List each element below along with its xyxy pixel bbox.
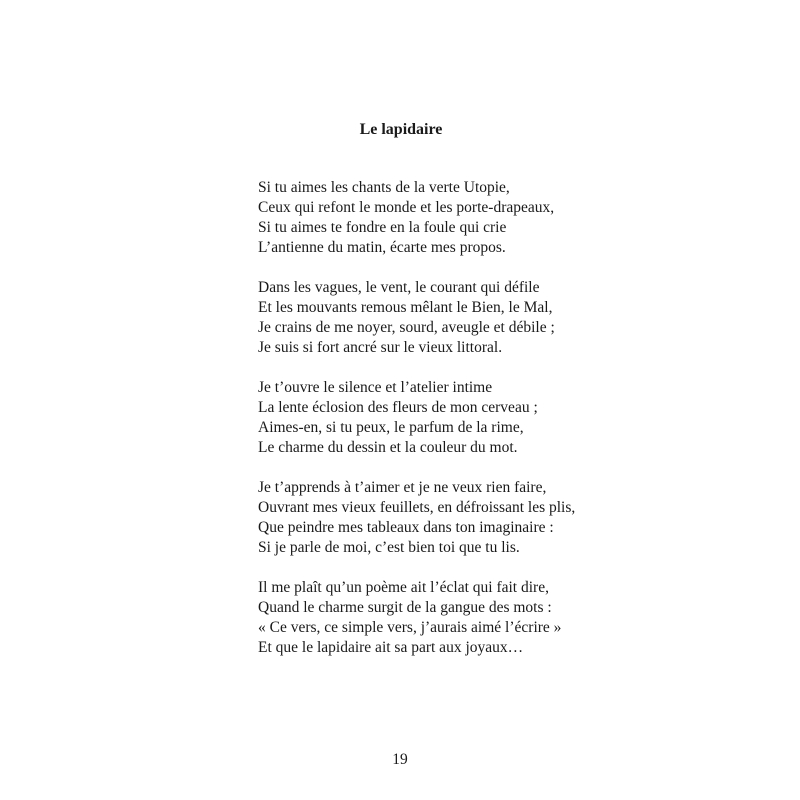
verse-line: Aimes-en, si tu peux, le parfum de la rime, xyxy=(258,419,524,436)
stanza xyxy=(258,578,678,658)
stanza xyxy=(258,378,678,458)
poem-title: Le lapidaire xyxy=(359,121,443,138)
verse-line: Si je parle de moi, c’est bien toi que tu lis. xyxy=(258,539,520,556)
verse-line: Ceux qui refont le monde et les porte-drapeaux, xyxy=(258,199,555,216)
poem-body xyxy=(258,178,678,678)
verse-line: Je t’apprends à t’aimer et je ne veux rien faire, xyxy=(258,479,547,496)
verse-line: Que peindre mes tableaux dans ton imaginaire : xyxy=(258,519,554,536)
stanza xyxy=(258,178,678,258)
verse-line: Quand le charme surgit de la gangue des mots : xyxy=(258,599,552,616)
verse-line: L’antienne du matin, écarte mes propos. xyxy=(258,239,506,256)
page-number: 19 xyxy=(392,751,408,768)
stanza xyxy=(258,478,678,558)
verse-line: Il me plaît qu’un poème ait l’éclat qui fait dire, xyxy=(258,579,549,596)
verse-line: Ouvrant mes vieux feuillets, en défroissant les plis, xyxy=(258,499,576,516)
verse-line: Je crains de me noyer, sourd, aveugle et débile ; xyxy=(258,319,555,336)
verse-line: Et que le lapidaire ait sa part aux joyaux… xyxy=(258,639,524,656)
stanza xyxy=(258,278,678,358)
verse-line: Je suis si fort ancré sur le vieux littoral. xyxy=(258,339,503,356)
verse-line: Si tu aimes te fondre en la foule qui crie xyxy=(258,219,507,236)
verse-line: Et les mouvants remous mêlant le Bien, le Mal, xyxy=(258,299,553,316)
verse-line: « Ce vers, ce simple vers, j’aurais aimé l’écrire » xyxy=(258,619,562,636)
verse-line: Dans les vagues, le vent, le courant qui défile xyxy=(258,279,540,296)
verse-line: Si tu aimes les chants de la verte Utopie, xyxy=(258,179,510,196)
verse-line: La lente éclosion des fleurs de mon cerveau ; xyxy=(258,399,538,416)
verse-line: Je t’ouvre le silence et l’atelier intime xyxy=(258,379,493,396)
verse-line: Le charme du dessin et la couleur du mot. xyxy=(258,439,518,456)
